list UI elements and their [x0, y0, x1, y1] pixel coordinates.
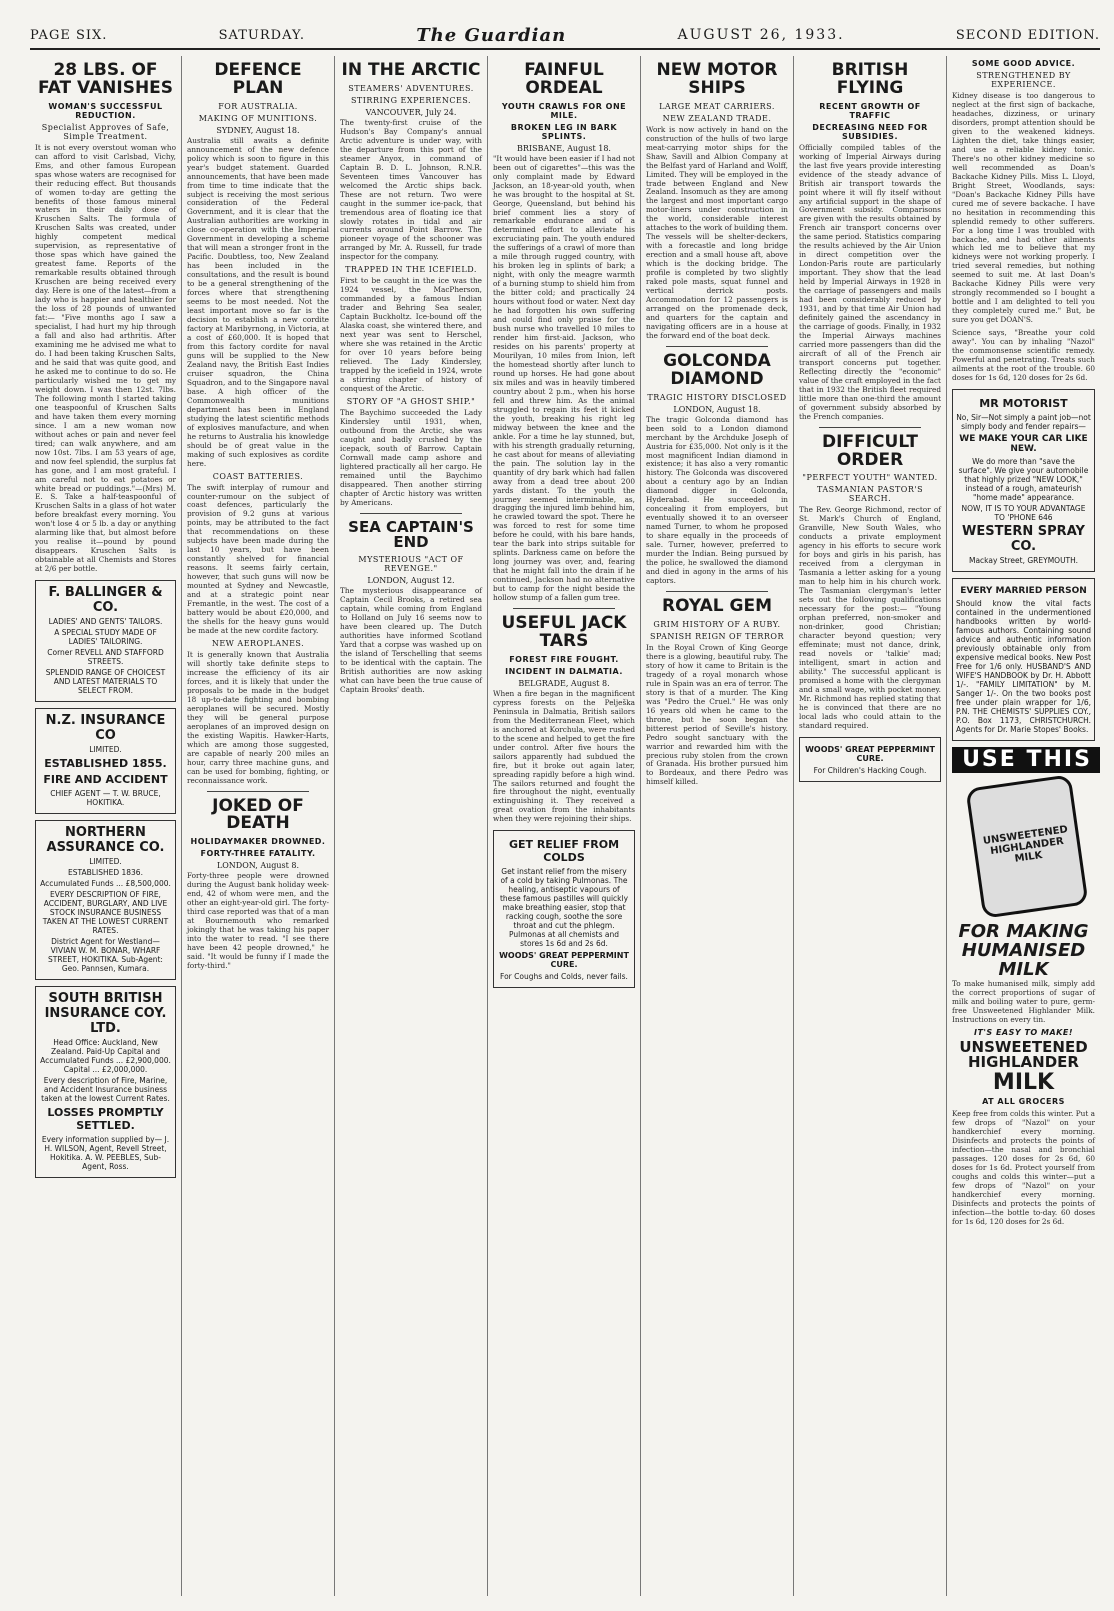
- headline-defence: DEFENCE PLAN: [214, 60, 302, 98]
- headline-fat: 28 LBS. OF FAT VANISHES: [37, 60, 174, 98]
- ad-line: LADIES' AND GENTS' TAILORS.: [48, 617, 163, 627]
- divider: [513, 608, 615, 609]
- ad-line: LIMITED.: [89, 745, 122, 755]
- column-2: [182, 56, 335, 1596]
- ad-woods-cure: [799, 737, 941, 782]
- article-body: Work is now actively in hand on the construction of the hulls of two large meat-carrying motor ships for the Shaw, Savill and Albion Company at the Belfast yard of Harland and Wolff, Limited. They will be employed in the trade between England and New Zealand. Insomuch as they are among the largest and most important cargo motor-liners under construction in the world, considerable interest attaches to the work of building them. The vessels will be shelter-deckers, with a forecastle and long bridge erection and a small house aft, above which is the docking bridge. The profile is completed by two slightly raked pole masts, squat funnel and vertical derrick posts. Accommodation for 12 passengers is arranged on the promenade deck, and quarters for the captain and navigating officers are in a house at the forward end of the boat deck.: [646, 124, 788, 340]
- subhead: SPANISH REIGN OF TERROR: [650, 631, 784, 641]
- ad-line: Corner REVELL AND STAFFORD STREETS.: [47, 648, 164, 667]
- ad-married-person: [952, 578, 1095, 741]
- subhead: GRIM HISTORY OF A RUBY.: [653, 619, 781, 629]
- article-body: The Rev. George Richmond, rector of St. Mark's Church of England, Granville, New South Wales, who conducts a private employment agency in his efforts to secure work for boys and girls in his parish, has received from a clergyman in Tasmania a letter asking for a young man to help him in his church work. The Tasmanian clergyman's letter sets out the following qualifications necessary for the post:— "Young orphan preferred, non-smoker and non-drinker, good Christian; character beyond question; very effeminate; must not dance, drink, read novels or 'talkie' mad; intelligent, smart in action and ability." The successful applicant is promised a home with the clergyman and a small wage, with pocket money. Mr. Richmond has replied stating that he is convinced that there are no local lads who could attain to the standard required.: [799, 505, 941, 730]
- dateline: BRISBANE, August 18.: [517, 143, 611, 153]
- use-this-banner: USE THIS: [952, 747, 1100, 773]
- subhead: YOUTH CRAWLS FOR ONE MILE.: [501, 101, 627, 120]
- ad-line: For Children's Hacking Cough.: [813, 765, 927, 775]
- article-body: It is not every overstout woman who can afford to visit Carlsbad, Vichy, Ems, and other famous European spas whose waters are recognised for their reducing effect. But thousands of women to-day are getting the benefits of those famous mineral waters in their daily dose of Kruschen Salts. The formula of Kruschen Salts was created, under highly competent medical supervision, as representative of those spas which have gained the greatest fame. Reports of the remarkable results obtained through Kruschen are being received every day. Here is one of the latest—from a lady who is happier and healthier for the loss of 28 pounds of unwanted fat:— "Five months ago I saw a specialist, I had hurt my hip through a fall and also had arthritis. After examining me he advised me what to do. I had been taking Kruschen Salts, and he said that was quite good, and he asked me to continue to do so. He particularly wished me to get my weight down. I was then 12st. 7lbs. The following month I started taking one teaspoonful of Kruschen Salts and have taken them every morning since. I am a new woman now without aches or pain and never feel tired; can walk anywhere, and am now 10st. 7lbs. I am 53 years of age, and now feel splendid, the surplus fat has gone, and I am most grateful. I am careful not to eat potatoes or white bread or puddings."—(Mrs) M. E. S. Take a half-teaspoonful of Kruschen Salts in a glass of hot water before breakfast every morning. You won't lose 4 or 5 lb. a day or anything alarming like that, but almost before you realise it—pound by pound disappears. Kruschen Salts is obtainable at all Chemists and Stores at 2/6 per bottle.: [35, 142, 176, 574]
- column-3: [335, 56, 488, 1596]
- column-4: [488, 56, 641, 1596]
- divider: [360, 513, 462, 514]
- headline-jack-tars: USEFUL JACK TARS: [501, 613, 627, 651]
- page-number: PAGE SIX.: [30, 27, 108, 43]
- article-body: The twenty-first cruise of the Hudson's Bay Company's annual Arctic adventure is under way, with the departure from this port of the steamer Anyox, in command of Captain B. D. L. Johnson, R.N.R. Seventeen times Vancouver has welcomed the Arctic ships back. These are not return. Two were caught in the summer ice-pack, that tremendous area of floating ice that slowly rotates in tidal and air currents around Point Barrow. The pioneer voyage of the schooner was arranged by Mr. A. Russell, fur trade inspector for the company.: [340, 117, 482, 262]
- subhead: STIRRING EXPERIENCES.: [350, 95, 472, 105]
- subhead: WOMAN'S SUCCESSFUL REDUCTION.: [48, 101, 163, 120]
- ad-highlander-milk: [952, 747, 1095, 1106]
- article-body: First to be caught in the ice was the 1924 vessel, the MacPherson, commanded by a famous Indian trader and Behring Sea sealer, Captain Buckholtz. Ice-bound off the Alaska coast, she wintered there, and next year was sent to Herschel, where she was retained in the Arctic for over 10 years before being relieved. The Lady Kindersley, trapped by the icefield in 1924, wrote a stirring chapter of history of conquest of the Arctic.: [340, 276, 482, 393]
- ad-title: SOUTH BRITISH INSURANCE COY. LTD.: [44, 991, 167, 1037]
- ad-nz-insurance: [35, 708, 176, 814]
- ad-line: CHIEF AGENT — T. W. BRUCE, HOKITIKA.: [50, 789, 161, 808]
- headline-arctic: IN THE ARCTIC: [341, 60, 481, 80]
- ad-line: Get instant relief from the misery of a cold by taking Pulmonas. The healing, antiseptic vapours of these famous pastilles will quickly make breathing easier, stop that racking cough, soothe the sore throat and cut the phlegm. Pulmonas at all chemists and stores 1s 6d and 2s 6d.: [499, 867, 629, 949]
- dateline: SYDNEY, August 18.: [216, 125, 300, 135]
- divider: [666, 591, 768, 592]
- column-7: [947, 56, 1100, 1596]
- milk-slogan: FOR MAKING HUMANISED MILK: [958, 921, 1089, 980]
- ad-line: Every information supplied by— J. H. WILSON, Agent, Revell Street, Hokitika. A. W. PEEBLES, Sub-Agent, Ross.: [41, 1135, 170, 1172]
- article-body: When a fire began in the magnificent cypress forests on the Pelješka Peninsula in Dalmatia, British sailors from the Mediterranean Fleet, which is anchored at Korchula, were rushed to the scene and helped to get the fire under control. After five hours the sailors apparently had subdued the fire, but it broke out again later, spreading rapidly before a high wind. The sailors returned and fought the fire throughout the night, eventually extinguishing it. They received a great ovation from the inhabitants when they were rejoining their ships.: [493, 688, 635, 824]
- dateline: LONDON, August 18.: [673, 404, 761, 414]
- subhead: BROKEN LEG IN BARK SPLINTS.: [510, 122, 618, 141]
- ad-line: A SPECIAL STUDY MADE OF LADIES' TAILORING.: [54, 628, 157, 647]
- subhead: TRAGIC HISTORY DISCLOSED: [647, 392, 787, 402]
- brand-line: MILK: [992, 1070, 1055, 1096]
- ad-line: ESTABLISHED 1855.: [44, 757, 167, 771]
- ad-line: SPLENDID RANGE OF CHOICEST AND LATEST MATERIALS TO SELECT FROM.: [45, 668, 166, 696]
- milk-body: To make humanised milk, simply add the correct proportions of sugar of milk and boiling water to pure, germ-free Unsweetened Highlander Milk. Instructions on every tin.: [952, 978, 1095, 1024]
- columns: [30, 56, 1100, 1596]
- article-body: The swift interplay of rumour and counter-rumour on the subject of coast defences, particularly the provision of 9.2 guns at various points, may be attributed to the fact that recommendations on these subjects have been made during the last 10 years, but have been constantly shelved for financial reasons. It seems fairly certain, however, that such guns will now be mounted at Sydney and Newcastle, and at a strategic point near Fremantle, in the west. The cost of a battery would be about £20,000, and the shells for the heavy guns would be made at the new cordite factory.: [187, 482, 329, 636]
- ad-line: For Coughs and Colds, never fails.: [500, 972, 628, 982]
- divider: [207, 791, 309, 792]
- article-body: The mysterious disappearance of Captain Cecil Brooks, a retired sea captain, while coming from England to Holland on July 16 seems now to have been cleared up. The Dutch authorities have informed Scotland Yard that a corpse was washed up on the island of Terschelling that seems to be identical with the captain. The British authorities are now asking what can have been the true cause of Captain Brooks' death.: [340, 586, 482, 694]
- ad-western-spray: [952, 389, 1095, 572]
- ad-line: WE MAKE YOUR CAR LIKE NEW.: [959, 434, 1088, 454]
- subhead: INCIDENT IN DALMATIA.: [505, 666, 623, 676]
- dateline: LONDON, August 8.: [216, 861, 300, 871]
- article-body: It is generally known that Australia will shortly take definite steps to increase the efficiency of its air forces, and it is likely that under the proposals to be made in the budget 18 up-to-date fighting and bombing aeroplanes will be secured. Mostly they will be general purpose aeroplanes of an improved design on the existing Wapitis. Hawker-Harts, which are among those suggested, are capable of nearly 200 miles an hour, carry three machine guns, and can be used for bombing, fighting, or reconnaissance work.: [187, 650, 329, 785]
- headline-motor-ships: NEW MOTOR SHIPS: [656, 60, 778, 98]
- ad-title: EVERY MARRIED PERSON: [960, 586, 1087, 596]
- milk-can-illustration: [952, 747, 1100, 917]
- article-body: Kidney disease is too dangerous to neglect at the first sign of backache, headaches, dizziness, or urinary disorders, prompt attention should be given to the weakened kidneys. Lighten the diet, take things easier, and use a reliable kidney tonic. There's no other kidney medicine so well recommended as Doan's Backache Kidney Pills. Miss L. Lloyd, Bright Street, Woodlands, says: "Doan's Backache Kidney Pills have cured me of severe backache. I have no hesitation in recommending this splendid remedy to other sufferers. For a long time I was troubled with backache, and had other ailments which led me to believe that my kidneys were not working properly. I tried several remedies, but nothing seemed to suit me. At last Doan's Backache Kidney Pills were very strongly recommended so I bought a bottle and I am delighted to tell you they completely cured me." But, be sure you get DOAN'S.: [952, 91, 1095, 325]
- brand-line: HIGHLANDER: [968, 1053, 1079, 1072]
- paper-title: The Guardian: [416, 24, 567, 46]
- headline-british-flying: BRITISH FLYING: [831, 60, 909, 98]
- ad-line: Every description of Fire, Marine, and Accident Insurance business taken at the lowest Current Rates.: [41, 1076, 170, 1104]
- ad-title: MR MOTORIST: [979, 397, 1068, 410]
- ad-pulmonas: [493, 830, 635, 988]
- milk-tin-icon: UNSWEETENED HIGHLANDER MILK: [965, 774, 1088, 918]
- ad-ballinger: [35, 580, 176, 702]
- ad-line: LOSSES PROMPTLY SETTLED.: [47, 1106, 164, 1133]
- ad-line: FIRE AND ACCIDENT: [43, 773, 168, 787]
- article-body: The Baychimo succeeded the Lady Kindersley until 1931, when, outbound from the Arctic, she was caught and badly crushed by the icepack, south of Barrow. Captain Cornwall made camp ashore and lightered practically all her cargo. He remained until the Baychimo disappeared. Then another stirring chapter of Arctic history was written by Americans.: [340, 407, 482, 507]
- article-body: "It would have been easier if I had not been out of cigarettes"—this was the only complaint made by Edward Jackson, an 18-year-old youth, when he was brought to the hospital at St. George, Queensland, but behind his brief comment lies a story of remarkable endurance and of a determined effort to alleviate his excruciating pain. The youth endured the sufferings of a crawl of more than a mile through rugged country, with his broken leg in splints of bark; a night, with only the meagre warmth of a burning stump to shield him from the bitter cold; and practically 24 hours without food or water. Next day he had forgotten his own suffering and could find only praise for the bush nurse who travelled 10 miles to render him first-aid. Jackson, who resides on his parents' property at Mourilyan, 10 miles from Inion, left the homestead shortly after lunch to round up horses. He had gone about six miles and was in heavily timbered country about 2 p.m., when his horse fell and threw him. As the animal struggled to regain its feet it kicked the youth, breaking his right leg midway between the knee and the ankle. For a time he lay stunned, but, with his strength gradually returning, he cast about for means of alleviating the pain. The solution lay in the quantity of dry bark which had fallen away from a dead tree about 200 yards distant. To the youth the journey seemed interminable, as, dragging the injured limb behind him, he crawled toward the spot. There he was forced to rest for some time before he could, with his bare hands, tear the bark into strips suitable for splints. Darkness came on before the long journey was over, and, fearing that he might fall into the drain if he continued, Jackson had no alternative but to camp for the night beside the hollow stump of a fallen gum tree.: [493, 153, 635, 603]
- dateline: LONDON, August 12.: [367, 576, 455, 586]
- subhead: FOREST FIRE FOUGHT.: [509, 654, 619, 664]
- headline-royal-gem: ROYAL GEM: [661, 596, 772, 617]
- ad-line: EVERY DESCRIPTION OF FIRE, ACCIDENT, BURGLARY, AND LIVE STOCK INSURANCE BUSINESS TAKEN AT THE LOWEST CURRENT RATES.: [42, 890, 169, 936]
- edition: SECOND EDITION.: [955, 27, 1100, 43]
- subhead: COAST BATTERIES.: [212, 471, 304, 481]
- ad-line: ESTABLISHED 1836.: [68, 868, 143, 878]
- brand-line: UNSWEETENED: [959, 1037, 1088, 1056]
- subhead: LARGE MEAT CARRIERS.: [659, 101, 775, 111]
- subhead: MAKING OF MUNITIONS.: [198, 113, 318, 123]
- column-5: [641, 56, 794, 1596]
- subhead: FORTY-THREE FATALITY.: [200, 849, 316, 859]
- subhead: DECREASING NEED FOR SUBSIDIES.: [812, 122, 928, 141]
- article-body: Australia still awaits a definite announcement of the new defence policy which is soon to figure in this year's budget statement. Guarded announcements, that have been made from time to time indicate that the subject is receiving the most serious consideration of the Federal Government, and it is clear that the Australian authorities are working in close co-operation with the Imperial Government in developing a scheme that will mean a stronger front in the Pacific. Doubtless, too, New Zealand has been included in the consultations, and the result is bound to be a general strengthening of the forces where that strengthening seems to be most needed. Not the least important move so far is the decision to establish a new cordite factory at Maribyrnong, in Victoria, at a cost of £60,000. It is hoped that from this factory cordite for naval guns will be supplied to the New Zealand navy, the British East Indies cruiser squadron, the China Squadron, and to the Singapore naval base. A high officer of the Commonwealth munitions department has been in England studying the latest scientific methods of explosives manufacture, and when he returns to Australia his knowledge should be of great value in the making of such explosives as cordite here.: [187, 135, 329, 468]
- ad-title: F. BALLINGER & CO.: [48, 585, 163, 616]
- subhead: NEW AEROPLANES.: [211, 639, 305, 648]
- article-body: In the Royal Crown of King George there is a glowing, beautiful ruby. The story of how it came to Britain is the tragedy of a royal monarch whose rule in Spain was an era of terror. The story is that of a murder. The King was "Pedro the Cruel." He was only 16 years old when he came to the throne, but he soon began the bitterest period of Seville's history. Pedro sought sanctuary with the warrior and rewarded him with the precious ruby stolen from the crown of Granada. His brother pursued him to Bordeaux, and there Pedro was himself killed.: [646, 642, 788, 787]
- subhead: "PERFECT YOUTH" WANTED.: [802, 473, 938, 483]
- headline-joked: JOKED OF DEATH: [212, 795, 304, 834]
- subhead: STORY OF "A GHOST SHIP.": [346, 396, 476, 406]
- headline-difficult-order: DIFFICULT ORDER: [822, 431, 918, 470]
- ad-title: NORTHERN ASSURANCE CO.: [46, 825, 165, 856]
- column-6: [794, 56, 947, 1596]
- headline-sea-captain: SEA CAPTAIN'S END: [348, 517, 474, 552]
- article-body: The tragic Golconda diamond has been sold to a London diamond merchant by the Archduke Joseph of Austria for £35,000. Not only is it the most magnificent Indian diamond in existence; it has also a very romantic history. The Golconda was discovered about a century ago by an Indian diamond digger in Golconda, Hyderabad. He succeeded in concealing it from employers, but eventually showed it to an overseer named Turner, to whom he proposed to share equally in the proceeds of sale. Turner, however, preferred to murder the Indian. Being pursued by the police, he swallowed the diamond and died in agony in the arms of his captors.: [646, 414, 788, 586]
- ad-title: N.Z. INSURANCE CO: [45, 713, 166, 744]
- ad-line: Mackay Street, GREYMOUTH.: [968, 556, 1079, 565]
- masthead: [30, 22, 1100, 50]
- ad-line: District Agent for Westland— VIVIAN W. M. BONAR, WHARF STREET, HOKITIKA. Sub-Agent: Geo. Pannsen, Kumara.: [48, 937, 163, 974]
- column-1: [30, 56, 182, 1596]
- subhead: TASMANIAN PASTOR'S SEARCH.: [816, 485, 924, 504]
- subhead: HOLIDAYMAKER DROWNED.: [190, 837, 326, 847]
- dateline: VANCOUVER, July 24.: [365, 107, 457, 117]
- ad-nazol-2: Keep free from colds this winter. Put a few drops of "Nazol" on your handkerchief every morning. Disinfects and protects the points of infection—the nasal and bronchial passages. 120 doses for 2s 6d, 60 doses for 1s 6d. Protect yourself from coughs and colds this winter—put a few drops of "Nazol" on your handkerchief every morning. Disinfects and protects the points of infection—the bottle to-day. 60 doses for 1s 6d, 120 doses for 2s 6d.: [952, 1109, 1095, 1226]
- headline-ordeal: FAINFUL ORDEAL: [524, 60, 604, 98]
- ad-nazol: Science says, "Breathe your cold away". You can by inhaling "Nazol" the commonsense scientific remedy. Powerful and penetrating. Treats such ailments at the root of the trouble. 60 doses for 1s 6d, 120 doses for 2s 6d.: [952, 328, 1095, 383]
- ad-line: NOW, IT IS TO YOUR ADVANTAGE TO 'PHONE 646: [961, 504, 1086, 522]
- subhead: TRAPPED IN THE ICEFIELD.: [345, 265, 477, 275]
- article-body: Forty-three people were drowned during the August bank holiday week-end, 42 of whom were men, and the other an eight-year-old girl. The forty-third case reported was that of a man at Bournemouth who remarked jokingly that he was taking his paper into the water to read. "I see there have been 42 people drowned," he said. "It would be funny if I made the forty-third.": [187, 871, 329, 970]
- ad-line: Head Office: Auckland, New Zealand. Paid-Up Capital and Accumulated Funds ... £2,900,000. Capital ... £2,000,000.: [40, 1038, 171, 1075]
- subhead: FOR AUSTRALIA.: [218, 101, 298, 111]
- article-body: Officially compiled tables of the working of Imperial Airways during the last five years provide interesting evidence of the steady advance of British air transport towards the point where it will fly itself without any artificial support in the shape of Government subsidy. Comparisons are given with the results obtained by French air transport concerns over the same period. Statistics comparing the results achieved by the Air Union in direct competition over the London-Paris route are particularly important. They show that the lead held by Imperial Airways in 1928 in the carriage of passengers and mails had been considerably reduced by 1931, and by that time Air Union had definitely gained the ascendancy in the carriage of goods. Finally, in 1932 the Imperial Airways machines carried more passengers than did the aircraft of all of the French air transport concerns put together. Reflecting directly the "economic" value of the craft employed in the fact that in 1932 the British fleet required little more than one-third the amount of government subsidy absorbed by the French companies.: [799, 142, 941, 421]
- dateline: BELGRADE, August 8.: [518, 678, 610, 688]
- ad-line: WOODS' GREAT PEPPERMINT CURE.: [499, 951, 629, 970]
- ad-line: Accumulated Funds ... £8,500,000.: [40, 879, 171, 889]
- ad-line: No, Sir—Not simply a paint job—not simply body and fender repairs—: [956, 413, 1091, 431]
- ad-line: We do more than "save the surface". We give your automobile that highly prized "NEW LOOK," instead of a rough, amateurish "home made" appearance.: [958, 457, 1089, 502]
- subhead: Specialist Approves of Safe, Simple Treatment.: [41, 122, 170, 141]
- ad-line: WESTERN SPRAY CO.: [962, 524, 1085, 554]
- subhead: MYSTERIOUS "ACT OF REVENGE.": [358, 555, 464, 574]
- ad-title: GET RELIEF FROM COLDS: [508, 838, 620, 865]
- divider: [666, 346, 768, 347]
- ad-northern-assurance: [35, 820, 176, 980]
- subhead: NEW ZEALAND TRADE.: [662, 113, 772, 123]
- subhead: STEAMERS' ADVENTURES.: [348, 83, 474, 93]
- ad-line: WOODS' GREAT PEPPERMINT CURE.: [805, 744, 935, 763]
- milk-easy: IT'S EASY TO MAKE!: [974, 1027, 1073, 1037]
- headline-golconda: GOLCONDA DIAMOND: [663, 350, 771, 389]
- brand-line: AT ALL GROCERS: [982, 1097, 1065, 1107]
- ad-line: Should know the vital facts contained in the undermentioned handbooks written by world-famous authors. Containing sound advice and authentic information previously obtainable only from expensive medical books. New Post Free for 1/6 only. HUSBAND'S AND WIFE'S HANDBOOK by Dr. H. Abbott 1/-. "FAMILY LIMITATION" by M. Sanger 1/-. On the two books post free under plain wrapper for 1/6, P.N. THE CHEMISTS' SUPPLIES COY., P.O. Box 1173, CHRISTCHURCH. Agents for Dr. Marie Stopes' Books.: [956, 599, 1091, 734]
- subhead: RECENT GROWTH OF TRAFFIC: [819, 101, 921, 120]
- subhead: STRENGTHENED BY EXPERIENCE.: [976, 71, 1071, 89]
- ad-line: LIMITED.: [89, 857, 122, 867]
- issue-date: AUGUST 26, 1933.: [677, 27, 845, 43]
- headline-advice: SOME GOOD ADVICE.: [971, 59, 1076, 68]
- day: SATURDAY.: [218, 27, 305, 43]
- divider: [819, 427, 921, 428]
- ad-south-british: [35, 986, 176, 1178]
